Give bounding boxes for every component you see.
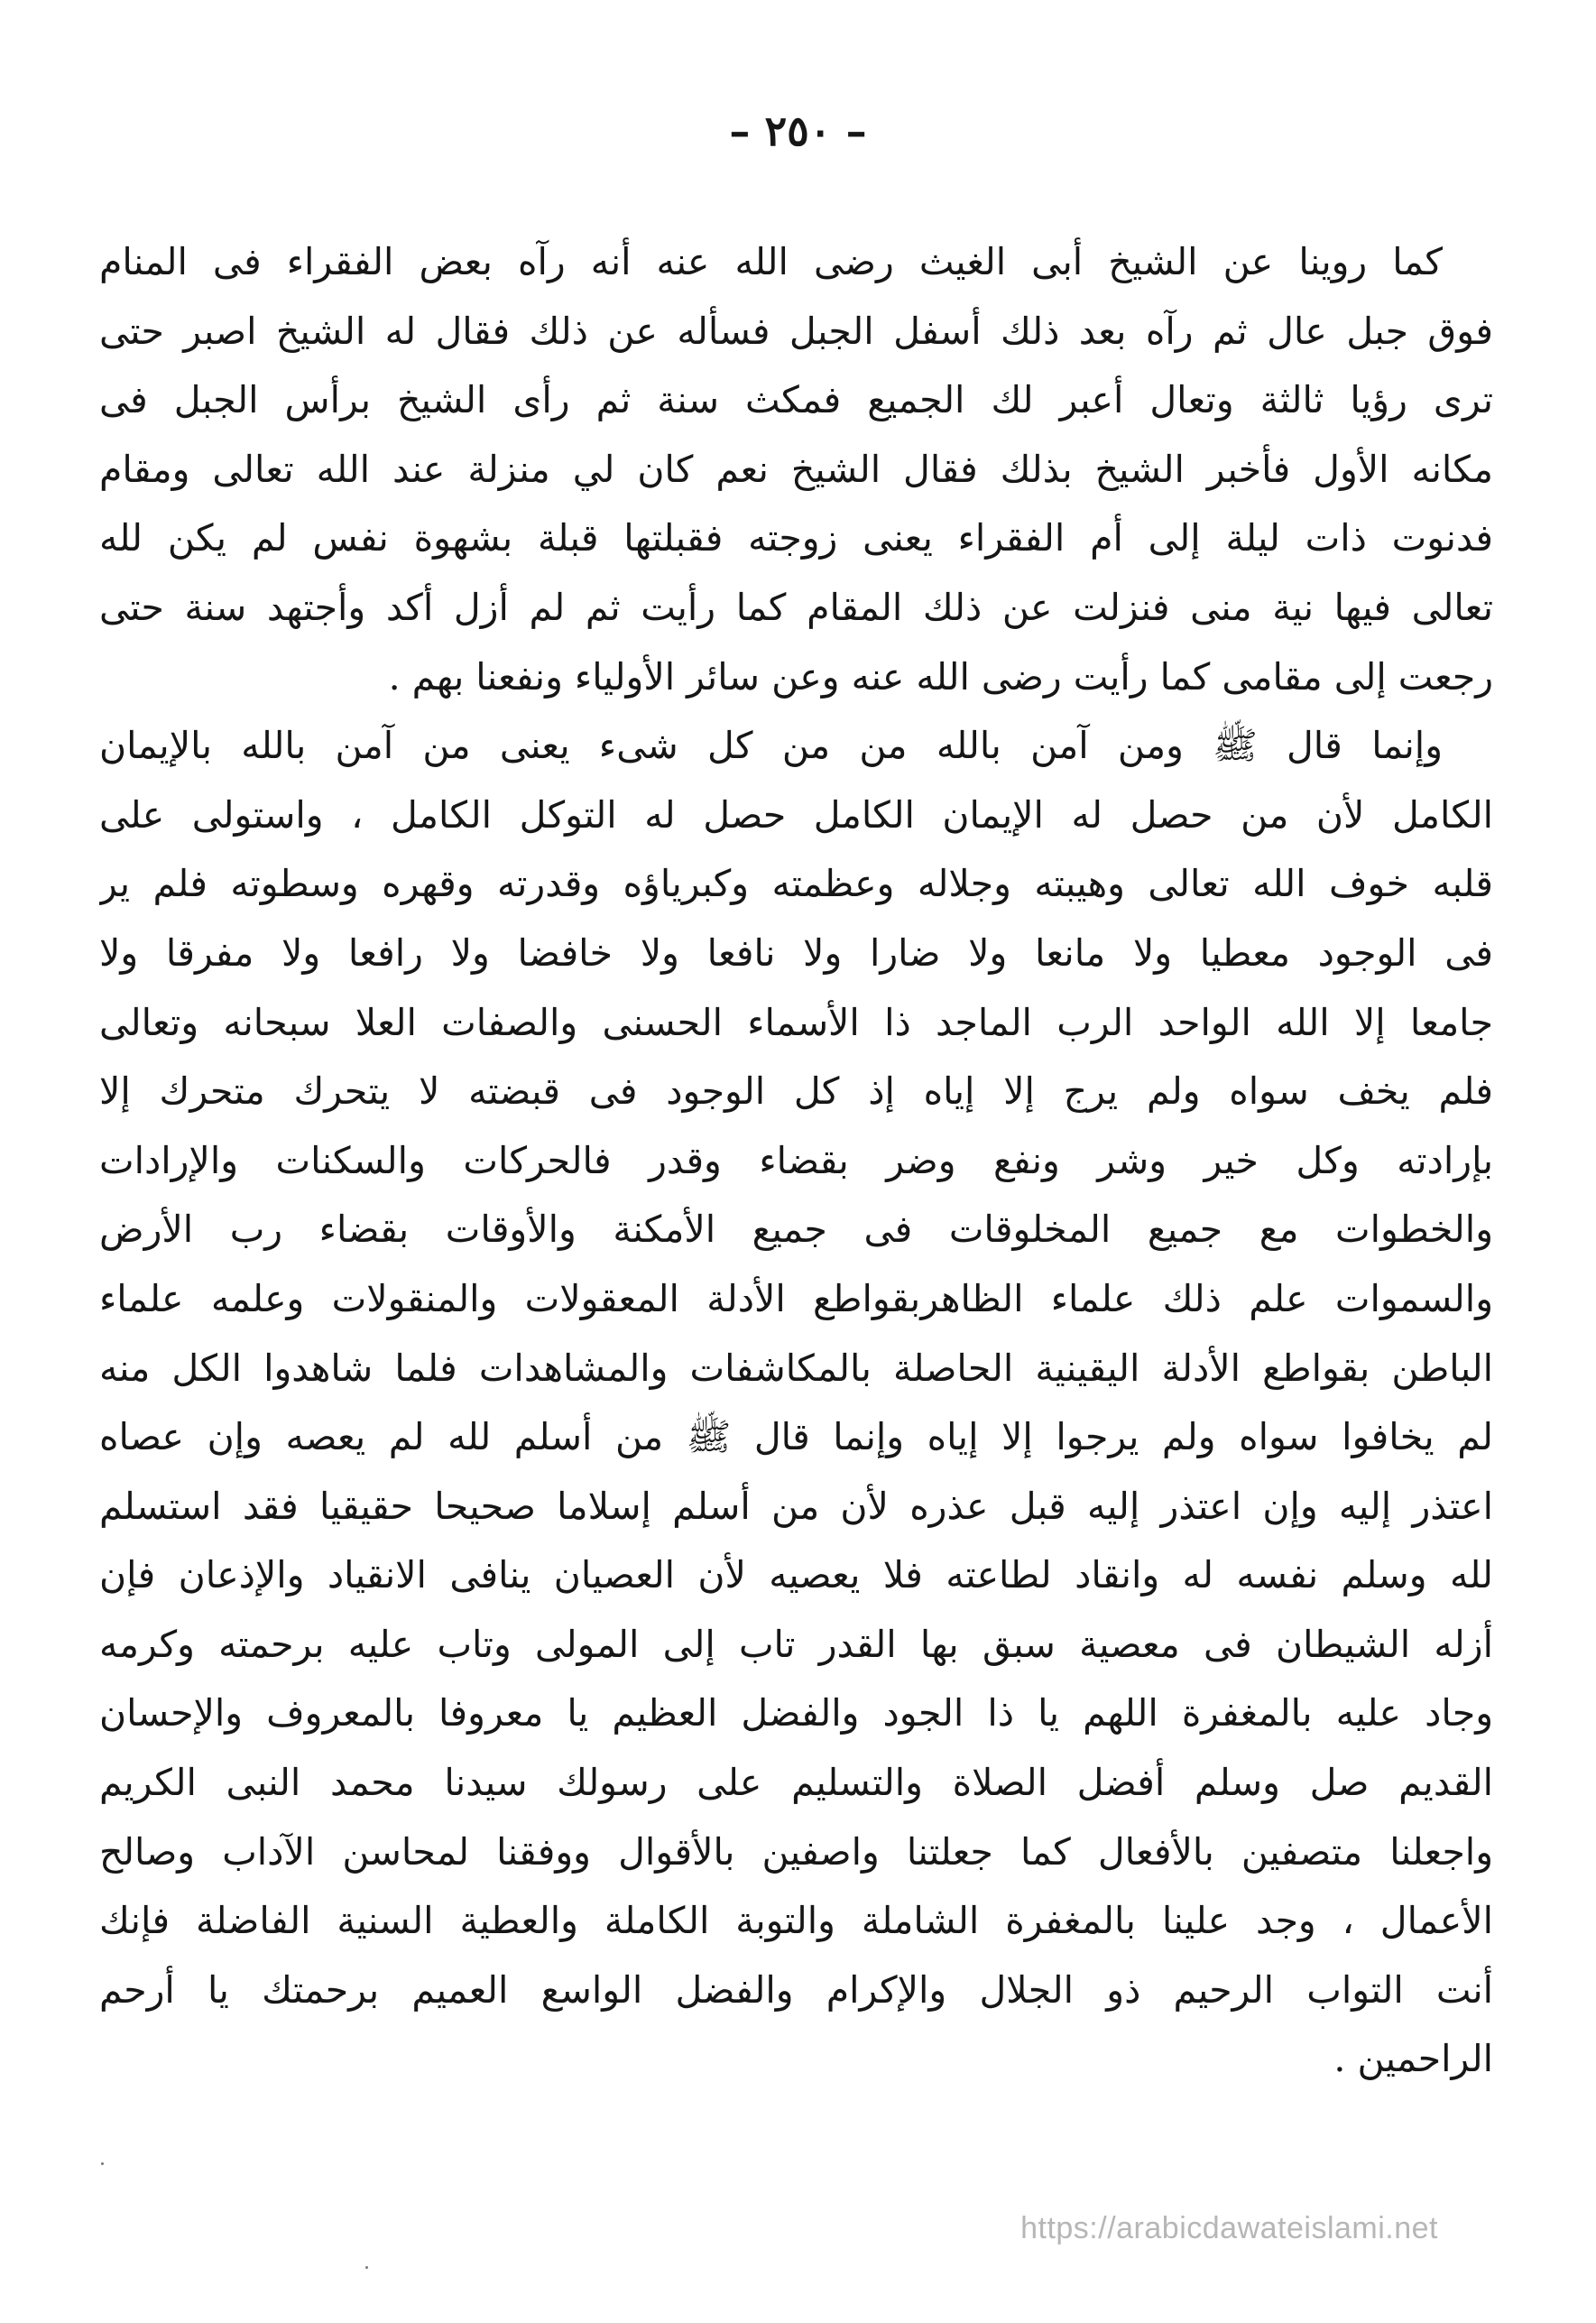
text-line: تعالى فيها نية منى فنزلت عن ذلك المقام كما رأيت ثم لم أزل أكد وأجتهد سنة حتى <box>99 585 1493 629</box>
text-line: جامعا إلا الله الواحد الرب الماجد ذا الأسماء الحسنى والصفات العلا سبحانه وتعالى <box>99 1000 1493 1044</box>
text-line: لله وسلم نفسه له وانقاد لطاعته فلا يعصيه لأن العصيان ينافى الانقياد والإذعان فإن <box>99 1553 1493 1597</box>
text-line: أنت التواب الرحيم ذو الجلال والإكرام والفضل الواسع العميم برحمتك يا أرحم <box>99 1967 1493 2012</box>
text-line: أزله الشيطان فى معصية سبق بها القدر تاب إلى المولى وتاب عليه برحمته وكرمه <box>99 1622 1493 1666</box>
text-line: الباطن بقواطع الأدلة اليقينية الحاصلة بالمكاشفات والمشاهدات فلما شاهدوا الكل منه <box>99 1346 1493 1390</box>
watermark-url: https://arabicdawateislami.net <box>1020 2211 1438 2245</box>
text-line: وإنما قال ﷺ ومن آمن بالله من من كل شىء يعنى من آمن بالله بالإيمان <box>99 724 1443 768</box>
scan-speck <box>365 2266 368 2269</box>
scan-speck <box>101 2162 104 2165</box>
text-line: فدنوت ذات ليلة إلى أم الفقراء يعنى زوجته فقبلتها قبلة بشهوة نفس لم يكن لله <box>99 516 1493 560</box>
text-line: فى الوجود معطيا ولا مانعا ولا ضارا ولا نافعا ولا خافضا ولا رافعا ولا مفرقا ولا <box>99 930 1493 975</box>
body-text <box>99 227 1493 2094</box>
text-line: اعتذر إليه وإن اعتذر إليه قبل عذره لأن من أسلم إسلاما صحيحا حقيقيا فقد استسلم <box>99 1484 1493 1528</box>
text-line: الأعمال ، وجد علينا بالمغفرة الشاملة والتوبة الكاملة والعطية السنية الفاضلة فإنك <box>99 1899 1493 1943</box>
text-line: الراحمين . <box>1333 2037 1493 2081</box>
text-line: رجعت إلى مقامى كما رأيت رضى الله عنه وعن سائر الأولياء ونفعنا بهم . <box>388 654 1493 699</box>
text-line: والخطوات مع جميع المخلوقات فى جميع الأمكنة والأوقات بقضاء رب الأرض <box>99 1208 1493 1252</box>
text-line: مكانه الأول فأخبر الشيخ بذلك فقال الشيخ نعم كان لي منزلة عند الله تعالى ومقام <box>99 447 1493 491</box>
text-line: واجعلنا متصفين بالأفعال كما جعلتنا واصفين بالأقوال ووفقنا لمحاسن الآداب وصالح <box>99 1829 1493 1874</box>
text-line: القديم صل وسلم أفضل الصلاة والتسليم على رسولك سيدنا محمد النبى الكريم <box>99 1761 1493 1805</box>
text-line: ترى رؤيا ثالثة وتعال أعبر لك الجميع فمكث سنة ثم رأى الشيخ برأس الجبل فى <box>99 378 1493 422</box>
page-number: – ٢٥٠ – <box>729 106 867 155</box>
text-line: وجاد عليه بالمغفرة اللهم يا ذا الجود والفضل العظيم يا معروفا بالمعروف والإحسان <box>99 1691 1493 1735</box>
text-line: فلم يخف سواه ولم يرج إلا إياه إذ كل الوجود فى قبضته لا يتحرك متحرك إلا <box>99 1069 1493 1114</box>
text-line: بإرادته وكل خير وشر ونفع وضر بقضاء وقدر فالحركات والسكنات والإرادات <box>99 1138 1493 1182</box>
text-line: كما روينا عن الشيخ أبى الغيث رضى الله عنه أنه رآه بعض الفقراء فى المنام <box>99 240 1443 283</box>
text-line: والسموات علم ذلك علماء الظاهربقواطع الأدلة المعقولات والمنقولات وعلمه علماء <box>99 1276 1493 1320</box>
text-line: فوق جبل عال ثم رآه بعد ذلك أسفل الجبل فسأله عن ذلك فقال له الشيخ اصبر حتى <box>99 309 1493 353</box>
text-line: لم يخافوا سواه ولم يرجوا إلا إياه وإنما قال ﷺ من أسلم لله لم يعصه وإن عصاه <box>99 1415 1493 1459</box>
text-line: قلبه خوف الله تعالى وهيبته وجلاله وعظمته وكبرياؤه وقدرته وقهره وسطوته فلم ير <box>99 862 1493 906</box>
text-line: الكامل لأن من حصل له الإيمان الكامل حصل له التوكل الكامل ، واستولى على <box>99 792 1493 837</box>
